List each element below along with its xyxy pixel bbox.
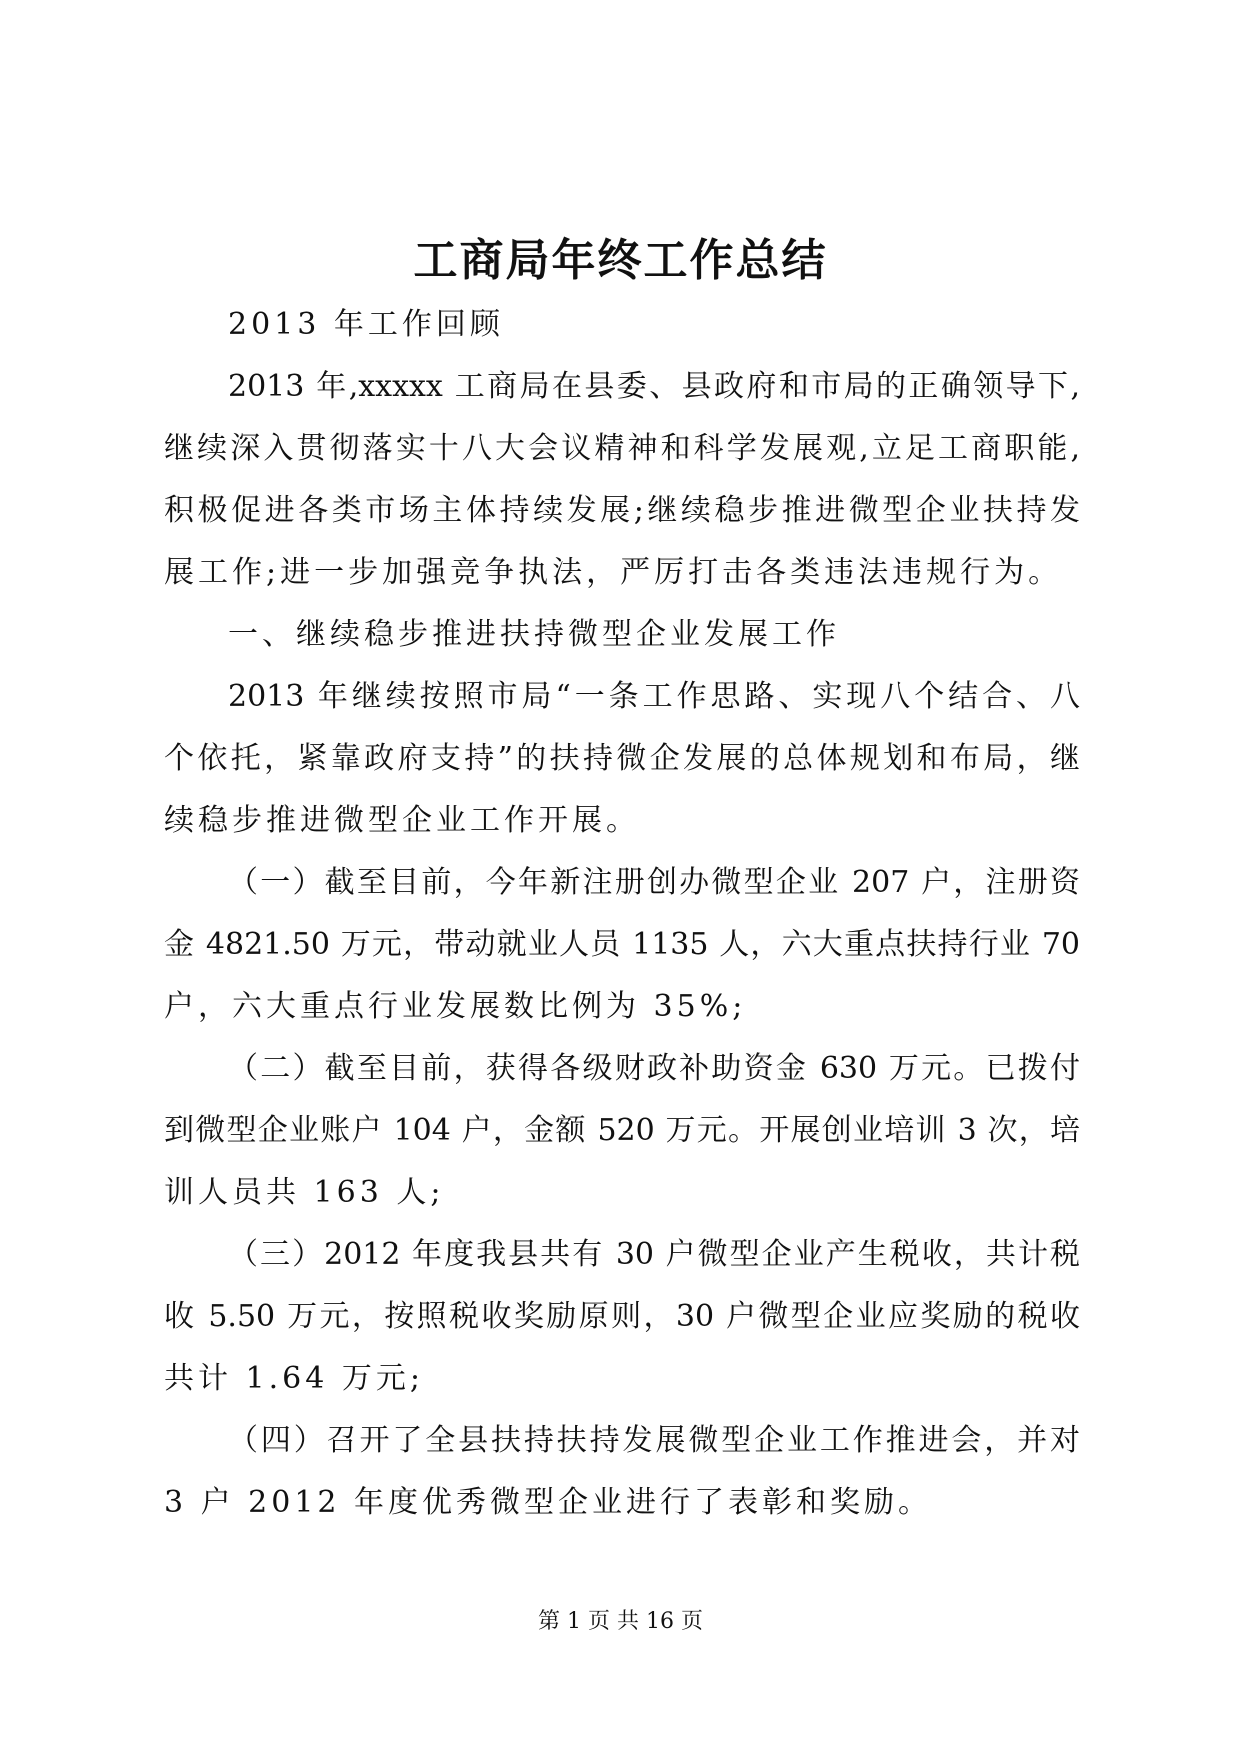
text-line: （四）召开了全县扶持扶持发展微型企业工作推进会，并对 bbox=[228, 1423, 1080, 1458]
text-line: 到微型企业账户 104 户，金额 520 万元。开展创业培训 3 次，培 bbox=[164, 1113, 1080, 1148]
text-line: 续稳步推进微型企业工作开展。 bbox=[164, 803, 640, 838]
paragraph bbox=[164, 356, 1080, 604]
paragraph bbox=[164, 666, 1080, 852]
text-line: 3 户 2012 年度优秀微型企业进行了表彰和奖励。 bbox=[164, 1485, 933, 1520]
paragraph bbox=[164, 1224, 1080, 1410]
text-line: 户，六大重点行业发展数比例为 35%; bbox=[164, 989, 747, 1024]
paragraph bbox=[164, 1038, 1080, 1224]
text-line: 金 4821.50 万元，带动就业人员 1135 人，六大重点扶持行业 70 bbox=[164, 927, 1080, 962]
text-line: 共计 1.64 万元; bbox=[164, 1361, 424, 1396]
text-line: 2013 年继续按照市局“一条工作思路、实现八个结合、八 bbox=[228, 679, 1080, 714]
text-line: （二）截至目前，获得各级财政补助资金 630 万元。已拨付 bbox=[228, 1051, 1080, 1086]
document-body bbox=[164, 294, 1080, 1534]
text-line: 展工作;进一步加强竞争执法，严厉打击各类违法违规行为。 bbox=[164, 555, 1063, 590]
page-number-footer: 第 1 页 共 16 页 bbox=[538, 1609, 703, 1634]
text-line: 2013 年工作回顾 bbox=[228, 307, 504, 342]
document-title: 工商局年终工作总结 bbox=[413, 235, 828, 286]
text-line: 2013 年,xxxxx 工商局在县委、县政府和市局的正确领导下, bbox=[228, 369, 1080, 404]
text-line: 收 5.50 万元，按照税收奖励原则，30 户微型企业应奖励的税收 bbox=[164, 1299, 1080, 1334]
text-line: 训人员共 163 人; bbox=[164, 1175, 445, 1210]
text-line: 积极促进各类市场主体持续发展;继续稳步推进微型企业扶持发 bbox=[164, 493, 1080, 528]
paragraph bbox=[164, 852, 1080, 1038]
text-line: （三）2012 年度我县共有 30 户微型企业产生税收，共计税 bbox=[228, 1237, 1080, 1272]
paragraph bbox=[164, 294, 1080, 356]
text-line: 一、继续稳步推进扶持微型企业发展工作 bbox=[228, 617, 840, 652]
text-line: 个依托，紧靠政府支持”的扶持微企发展的总体规划和布局，继 bbox=[164, 741, 1080, 776]
text-line: 继续深入贯彻落实十八大会议精神和科学发展观,立足工商职能, bbox=[164, 431, 1080, 466]
paragraph bbox=[164, 1410, 1080, 1534]
paragraph bbox=[164, 604, 1080, 666]
text-line: （一）截至目前，今年新注册创办微型企业 207 户，注册资 bbox=[228, 865, 1080, 900]
